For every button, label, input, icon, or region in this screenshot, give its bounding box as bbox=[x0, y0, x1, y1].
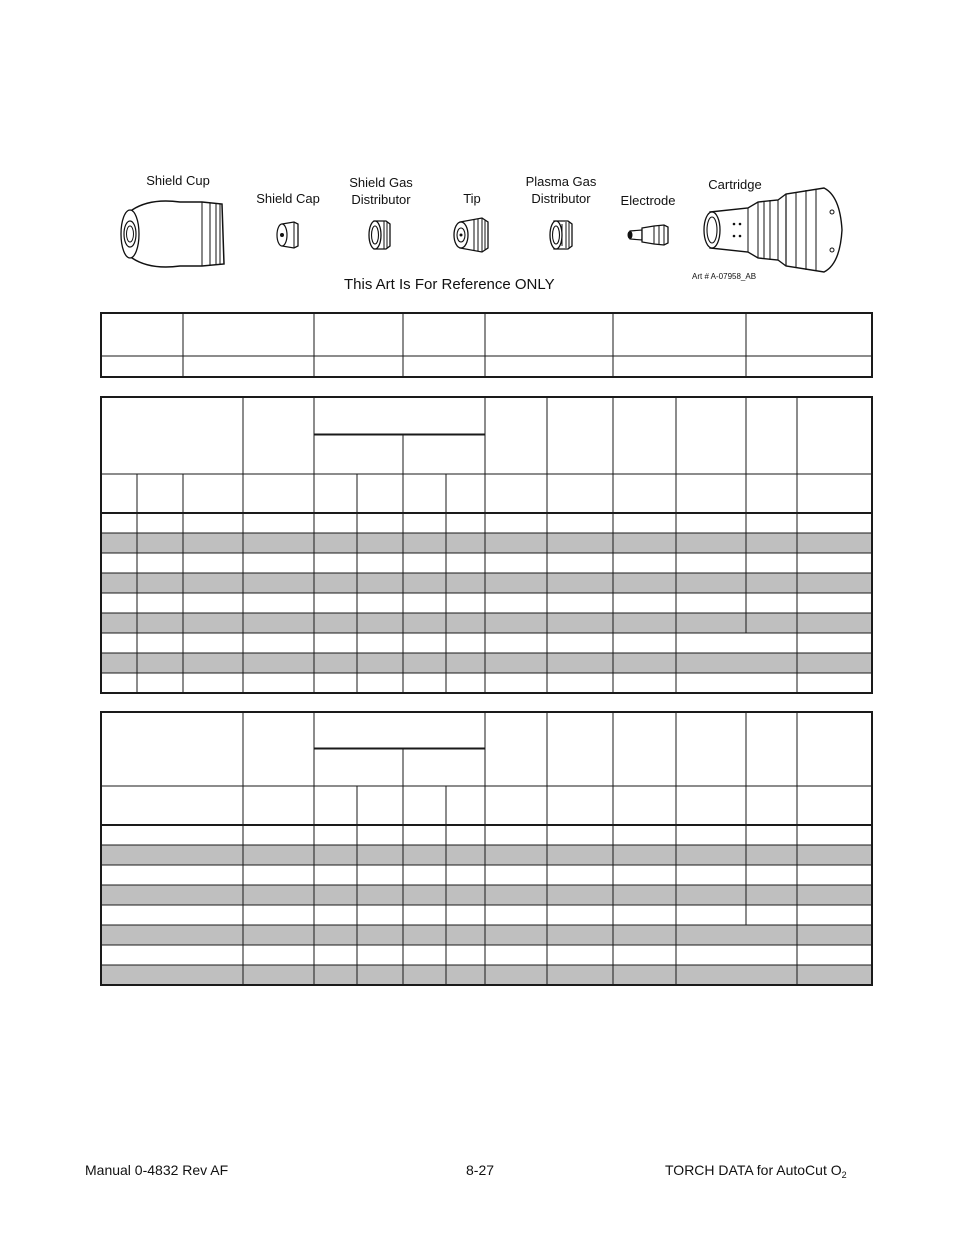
footer-manual: Manual 0-4832 Rev AF bbox=[85, 1162, 229, 1178]
table-row-shaded bbox=[101, 885, 872, 905]
shield-cap-label: Shield Cap bbox=[256, 191, 320, 206]
plasma-gas-distributor-label: Plasma Gas Distributor bbox=[525, 174, 597, 206]
electrode-label: Electrode bbox=[620, 193, 676, 208]
shield-gas-distributor-label: Shield Gas Distributor bbox=[349, 175, 413, 207]
table-row-shaded bbox=[101, 925, 872, 945]
table-row-shaded bbox=[101, 965, 872, 985]
cartridge-label: Cartridge bbox=[708, 177, 762, 192]
table-row-shaded bbox=[101, 613, 872, 633]
consumables-table bbox=[101, 313, 872, 377]
art-number: Art # A-07958_AB bbox=[692, 272, 757, 281]
table-border bbox=[101, 313, 872, 377]
table-row-shaded bbox=[101, 653, 872, 673]
cut-chart-table-2 bbox=[101, 712, 872, 985]
shield-cup-label: Shield Cup bbox=[146, 173, 210, 188]
table-row-shaded bbox=[101, 573, 872, 593]
footer-page-number: 8-27 bbox=[466, 1162, 495, 1178]
footer-title: TORCH DATA for AutoCut $O_2$ bbox=[665, 1162, 847, 1180]
cut-chart-table-1 bbox=[101, 397, 872, 693]
reference-note: This Art Is For Reference ONLY bbox=[344, 276, 555, 293]
table-row-shaded bbox=[101, 845, 872, 865]
tip-label: Tip bbox=[463, 191, 481, 206]
table-row-shaded bbox=[101, 533, 872, 553]
